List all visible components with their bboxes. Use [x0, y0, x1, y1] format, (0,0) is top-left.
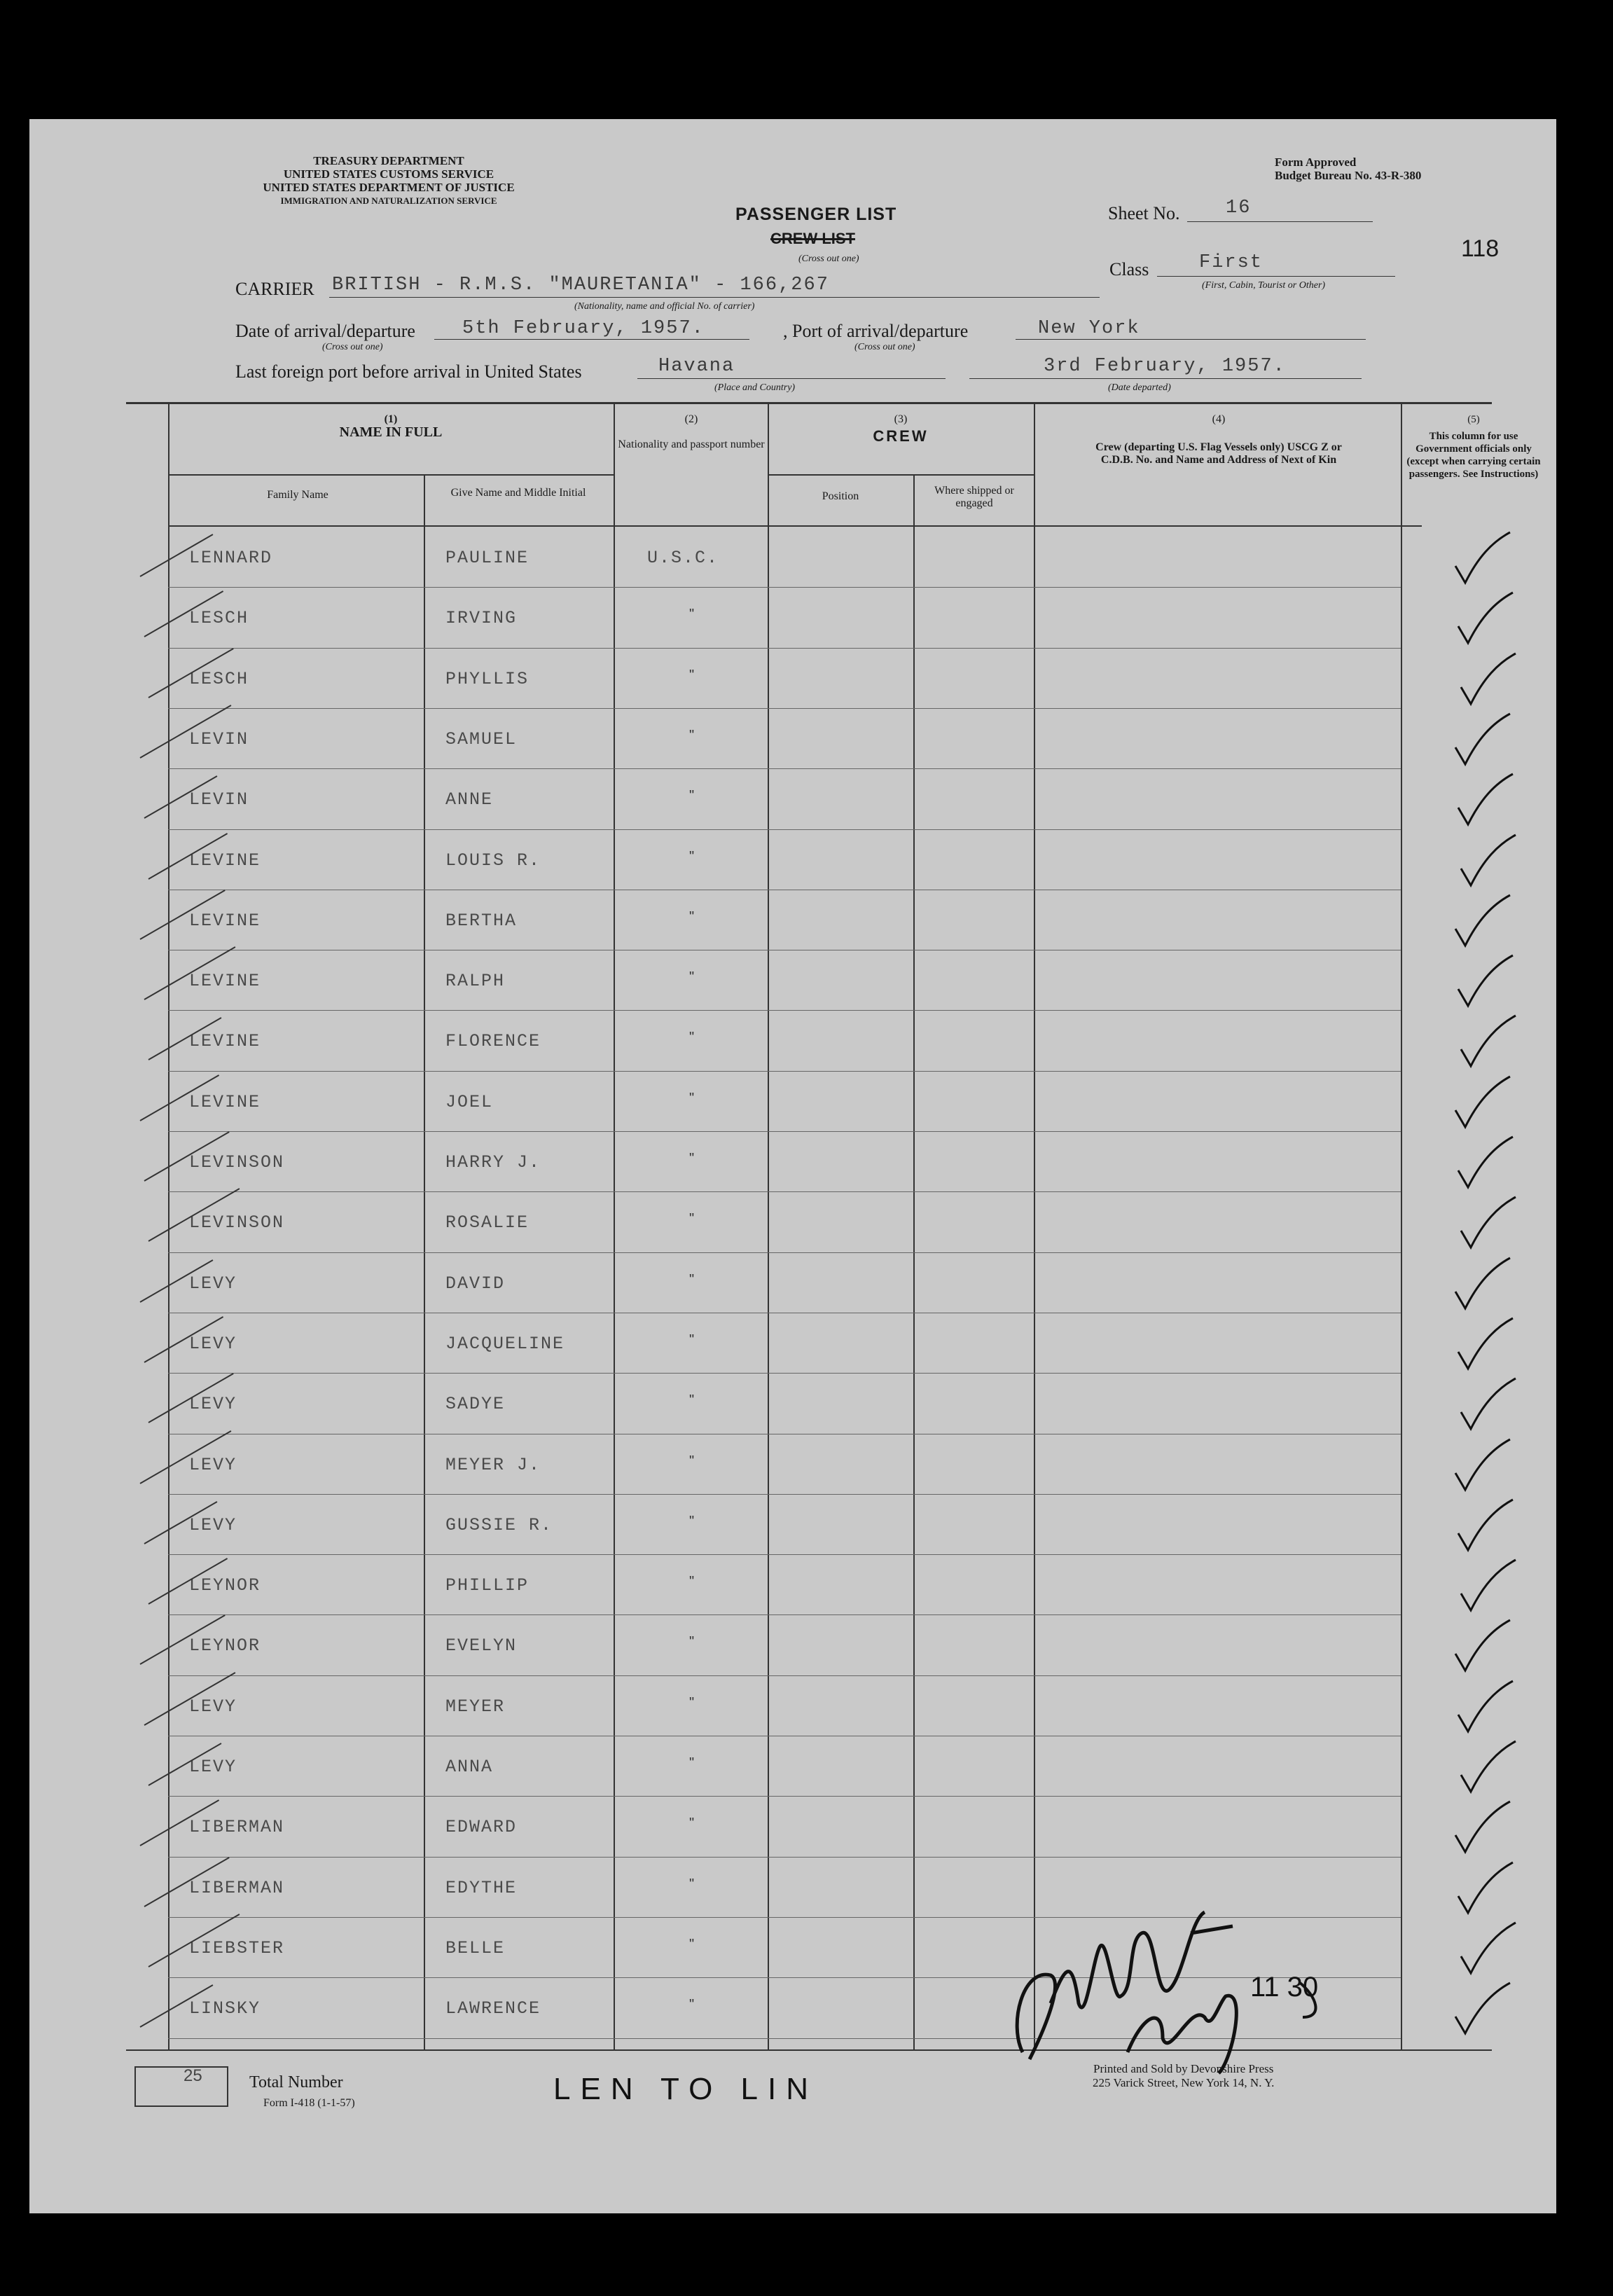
family-name-cell: LEVY	[189, 1757, 237, 1777]
nationality-cell: U.S.C.	[647, 548, 719, 568]
col2-number: (2)	[684, 413, 698, 425]
check-mark-icon	[1455, 1920, 1518, 1976]
family-name-cell: LEYNOR	[189, 1575, 261, 1596]
customs-label: UNITED STATES CUSTOMS SERVICE	[283, 167, 494, 181]
nationality-cell: "	[689, 1091, 695, 1106]
date-departed-hint: (Date departed)	[1108, 382, 1171, 393]
last-port-value: Havana	[658, 356, 735, 377]
col3-title: CREW	[873, 427, 929, 445]
title: PASSENGER LIST	[735, 205, 897, 224]
nationality-cell: "	[689, 1755, 695, 1771]
row-divider	[168, 829, 1401, 830]
given-name-cell: SAMUEL	[445, 729, 518, 749]
page-stamp: 118	[1461, 235, 1500, 262]
check-mark-icon	[1450, 711, 1513, 767]
given-name-cell: BELLE	[445, 1938, 506, 1958]
col4-header	[1079, 413, 1359, 466]
printer-line-1: Printed and Sold by Devonshire Press	[1093, 2062, 1274, 2075]
row-divider	[168, 768, 1401, 769]
nationality-cell: "	[689, 909, 695, 925]
row-divider	[168, 1494, 1401, 1495]
check-mark-icon	[1450, 892, 1513, 948]
row-divider	[168, 1191, 1401, 1192]
given-name-cell: EDYTHE	[445, 1878, 518, 1898]
col1-title: NAME IN FULL	[339, 424, 443, 440]
given-name-cell: PHYLLIS	[445, 669, 529, 689]
family-name-cell: LEVY	[189, 1455, 237, 1475]
check-mark-icon	[1453, 1860, 1516, 1916]
family-name-cell: LEVINE	[189, 971, 261, 991]
given-name-header: Give Name and Middle Initial	[450, 487, 586, 499]
given-name-cell: ROSALIE	[445, 1212, 529, 1233]
check-mark-icon	[1453, 1678, 1516, 1734]
col5-title: This column for use Government officials only (except when carrying certain passengers. See Instructions)	[1406, 431, 1541, 480]
cross-out-hint: (Cross out one)	[798, 254, 859, 264]
sheet-number: 16	[1226, 198, 1252, 219]
port-label: , Port of arrival/departure	[783, 321, 969, 341]
given-name-cell: EDWARD	[445, 1817, 518, 1837]
check-mark-icon	[1450, 530, 1513, 586]
check-mark-icon	[1450, 1074, 1513, 1130]
row-divider	[168, 1071, 1401, 1072]
given-name-cell: BERTHA	[445, 911, 518, 931]
check-mark-icon	[1455, 1013, 1518, 1069]
justice-label: UNITED STATES DEPARTMENT OF JUSTICE	[263, 181, 515, 194]
row-divider	[168, 1010, 1401, 1011]
family-name-cell: LEVINE	[189, 911, 261, 931]
check-mark-icon	[1455, 1557, 1518, 1613]
family-name-cell: LINSKY	[189, 1998, 261, 2019]
nationality-cell: "	[689, 668, 695, 683]
date-departed-value: 3rd February, 1957.	[1044, 356, 1286, 377]
class-hint: (First, Cabin, Tourist or Other)	[1202, 280, 1326, 291]
family-name-cell: LIBERMAN	[189, 1817, 285, 1837]
family-name-cell: LIBERMAN	[189, 1878, 285, 1898]
check-mark-icon	[1453, 1315, 1516, 1371]
row-divider	[168, 1614, 1401, 1615]
row-divider	[168, 1554, 1401, 1555]
nationality-cell: "	[689, 849, 695, 864]
given-name-cell: IRVING	[445, 608, 518, 628]
date-value: 5th February, 1957.	[462, 318, 705, 339]
family-name-cell: LEVINSON	[189, 1212, 285, 1233]
check-mark-icon	[1453, 1497, 1516, 1553]
nationality-cell: "	[689, 1634, 695, 1650]
nationality-cell: "	[689, 1695, 695, 1710]
given-name-cell: ANNA	[445, 1757, 494, 1777]
row-divider	[168, 1252, 1401, 1253]
col2-header	[618, 413, 765, 451]
treasury-label: TREASURY DEPARTMENT	[313, 154, 464, 167]
family-name-cell: LEVY	[189, 1696, 237, 1717]
carrier-hint: (Nationality, name and official No. of carrier)	[574, 301, 755, 312]
check-mark-icon	[1450, 1799, 1513, 1855]
place-hint: (Place and Country)	[714, 382, 796, 393]
row-divider	[168, 708, 1401, 709]
port-hint: (Cross out one)	[854, 342, 915, 352]
form-number: Form I-418 (1-1-57)	[263, 2097, 355, 2109]
class-label: Class	[1109, 259, 1149, 279]
nationality-cell: "	[689, 1453, 695, 1469]
given-name-cell: PAULINE	[445, 548, 529, 568]
given-name-cell: MEYER	[445, 1696, 506, 1717]
shipped-header: Where shipped or engaged	[934, 485, 1014, 509]
total-box	[134, 2066, 228, 2107]
port-value: New York	[1038, 318, 1140, 339]
given-name-cell: DAVID	[445, 1273, 506, 1294]
sheet-label: Sheet No.	[1108, 203, 1180, 223]
row-divider	[168, 648, 1401, 649]
nationality-cell: "	[689, 788, 695, 803]
handwritten-time: 11 30	[1250, 1972, 1319, 2003]
total-label: Total Number	[249, 2073, 343, 2091]
col5-number: (5)	[1467, 414, 1480, 425]
ins-label: IMMIGRATION AND NATURALIZATION SERVICE	[280, 195, 497, 206]
given-name-cell: FLORENCE	[445, 1031, 541, 1051]
row-divider	[168, 587, 1401, 588]
nationality-cell: "	[689, 728, 695, 743]
nationality-cell: "	[689, 1272, 695, 1287]
carrier-value: BRITISH - R.M.S. "MAURETANIA" - 166,267	[332, 275, 829, 296]
nationality-cell: "	[689, 1876, 695, 1892]
date-label: Date of arrival/departure	[235, 321, 415, 341]
given-name-cell: JOEL	[445, 1092, 494, 1112]
form-approval	[1275, 155, 1421, 182]
family-name-cell: LESCH	[189, 608, 249, 628]
col1-number: (1)	[384, 413, 398, 425]
last-port-label: Last foreign port before arrival in United States	[235, 361, 582, 382]
given-name-cell: EVELYN	[445, 1635, 518, 1656]
row-divider	[168, 1373, 1401, 1374]
col4-title: Crew (departing U.S. Flag Vessels only) USCG Z or C.D.B. No. and Name and Address of Next of Kin	[1095, 441, 1342, 466]
family-name-cell: LEVY	[189, 1334, 237, 1354]
given-name-cell: LOUIS R.	[445, 850, 541, 871]
nationality-cell: "	[689, 1151, 695, 1166]
nationality-cell: "	[689, 607, 695, 622]
given-name-cell: GUSSIE R.	[445, 1515, 553, 1535]
class-value: First	[1199, 252, 1264, 273]
family-name-cell: LESCH	[189, 669, 249, 689]
family-name-cell: LEVINE	[189, 1031, 261, 1051]
check-mark-icon	[1450, 1980, 1513, 2036]
nationality-cell: "	[689, 1392, 695, 1408]
date-hint: (Cross out one)	[322, 342, 383, 352]
nationality-cell: "	[689, 1030, 695, 1045]
given-name-cell: JACQUELINE	[445, 1334, 565, 1354]
check-mark-icon	[1455, 1194, 1518, 1250]
given-name-cell: SADYE	[445, 1394, 506, 1414]
given-name-cell: LAWRENCE	[445, 1998, 541, 2019]
given-name-cell: PHILLIP	[445, 1575, 529, 1596]
total-value: 25	[184, 2066, 202, 2085]
inspector-signature	[981, 1793, 1401, 2087]
family-name-cell: LEVINSON	[189, 1152, 285, 1173]
family-name-cell: LIEBSTER	[189, 1938, 285, 1958]
row-divider	[168, 1131, 1401, 1132]
family-name-cell: LEVIN	[189, 789, 249, 810]
given-name-cell: ANNE	[445, 789, 494, 810]
col5-header	[1404, 413, 1544, 480]
check-mark-icon	[1453, 1134, 1516, 1190]
check-mark-icon	[1450, 1255, 1513, 1311]
family-name-cell: LEVY	[189, 1394, 237, 1414]
given-name-cell: HARRY J.	[445, 1152, 541, 1173]
family-name-cell: LEVY	[189, 1273, 237, 1294]
nationality-cell: "	[689, 1514, 695, 1529]
col1-header	[168, 413, 614, 438]
nationality-cell: "	[689, 1816, 695, 1831]
agency-header	[231, 154, 546, 207]
handwritten-range: LEN TO LIN	[553, 2072, 819, 2106]
form-approved-label: Form Approved	[1275, 155, 1357, 169]
title-crossed: CREW LIST	[770, 230, 855, 247]
position-header: Position	[822, 490, 859, 502]
nationality-cell: "	[689, 1211, 695, 1226]
check-mark-icon	[1450, 1617, 1513, 1673]
budget-bureau-label: Budget Bureau No. 43-R-380	[1275, 169, 1422, 182]
check-mark-icon	[1455, 1376, 1518, 1432]
col2-title: Nationality and passport number	[618, 438, 765, 450]
check-mark-icon	[1455, 832, 1518, 888]
printer-line-2: 225 Varick Street, New York 14, N. Y.	[1093, 2076, 1275, 2089]
family-name-cell: LEVINE	[189, 1092, 261, 1112]
family-name-cell: LEVY	[189, 1515, 237, 1535]
carrier-label: CARRIER	[235, 279, 314, 299]
nationality-cell: "	[689, 969, 695, 985]
col3-header	[768, 413, 1034, 443]
nationality-cell: "	[689, 1937, 695, 1952]
check-mark-icon	[1455, 651, 1518, 707]
given-name-cell: MEYER J.	[445, 1455, 541, 1475]
check-mark-icon	[1453, 953, 1516, 1009]
check-mark-icon	[1453, 771, 1516, 827]
check-mark-icon	[1455, 1738, 1518, 1794]
col4-number: (4)	[1212, 413, 1226, 425]
nationality-cell: "	[689, 1332, 695, 1348]
col3-number: (3)	[894, 413, 908, 425]
nationality-cell: "	[689, 1574, 695, 1589]
family-name-cell: LEYNOR	[189, 1635, 261, 1656]
family-name-cell: LEVIN	[189, 729, 249, 749]
family-name-cell: LEVINE	[189, 850, 261, 871]
nationality-cell: "	[689, 1997, 695, 2012]
row-divider	[168, 1675, 1401, 1676]
check-mark-icon	[1453, 590, 1516, 646]
family-name-header: Family Name	[267, 489, 328, 501]
family-name-cell: LENNARD	[189, 548, 273, 568]
given-name-cell: RALPH	[445, 971, 506, 991]
check-mark-icon	[1450, 1437, 1513, 1493]
